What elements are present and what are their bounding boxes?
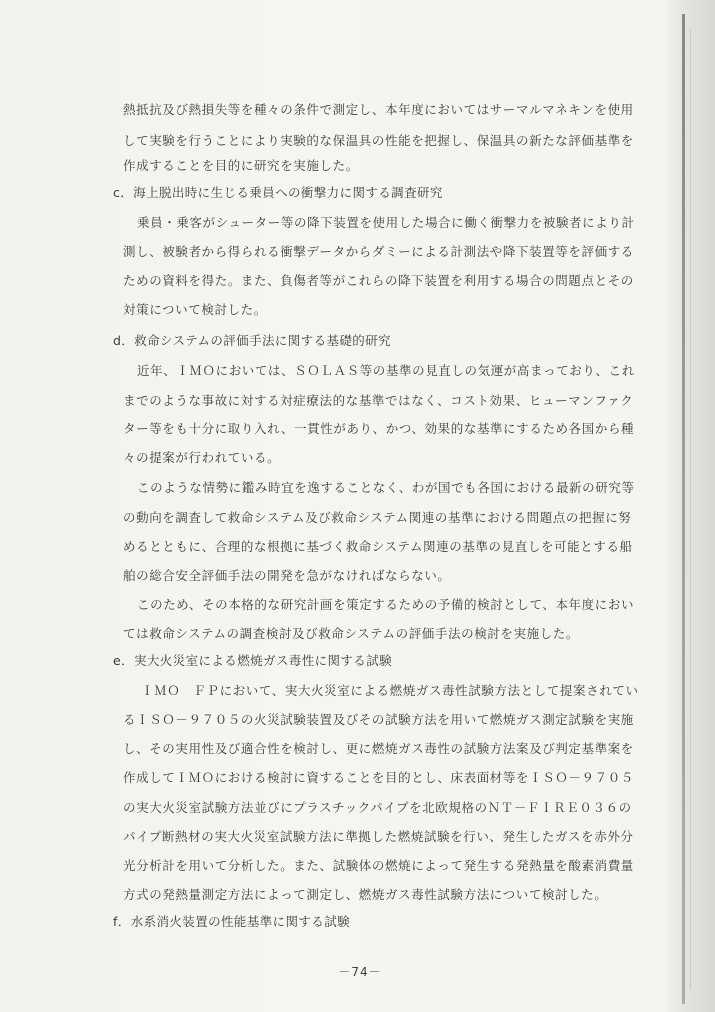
section-heading-e: e．実大火災室による燃焼ガス毒性に関する試験: [113, 653, 392, 668]
text-line: の動向を調査して救命システム及び救命システム関連の基準における問題点の把握に努: [123, 510, 632, 525]
text-line: 々の提案が行われている。: [123, 450, 281, 465]
text-line: このような情勢に鑑み時宜を逸することなく、わが国でも各国における最新の研究等: [137, 480, 635, 495]
page-edge-shadow: [668, 0, 715, 1012]
text-line: までのような事故に対する対症療法的な基準ではなく、コスト効果、ヒューマンファク: [123, 393, 634, 408]
text-line: の実大火災室試験方法並びにプラスチックパイプを北欧規格のＮＴ－ＦＩＲＥ０３６の: [123, 800, 632, 815]
page-number: －74－: [338, 965, 382, 979]
text-line: して実験を行うことにより実験的な保温具の性能を把握し、保温具の新たな評価基準を: [123, 133, 634, 148]
text-line: 舶の総合安全評価手法の開発を急がなければならない。: [123, 568, 451, 583]
text-line: ための資料を得た。また、負傷者等がこれらの降下装置を利用する場合の問題点とその: [123, 273, 634, 288]
text-line: ＩＭＯ ＦＰにおいて、実大火災室による燃焼ガス毒性試験方法として提案されてい: [141, 683, 639, 698]
text-line: ては救命システムの調査検討及び救命システムの評価手法の検討を実施した。: [123, 626, 580, 641]
text-line: 熱抵抗及び熱損失等を種々の条件で測定し、本年度においてはサーマルマネキンを使用: [123, 102, 634, 117]
text-line: 測し、被験者から得られる衝撃データからダミーによる計測法や降下装置等を評価する: [123, 244, 634, 259]
text-line: めるとともに、合理的な根拠に基づく救命システム関連の基準の見直しを可能とする船: [123, 539, 633, 554]
text-line: るＩＳＯ－９７０５の火災試験装置及びその試験方法を用いて燃焼ガス測定試験を実施: [123, 712, 634, 727]
section-heading-c: c．海上脱出時に生じる乗員への衝撃力に関する調査研究: [113, 185, 443, 200]
text-line: 近年、ＩＭＯにおいては、ＳＯＬＡＳ等の基準の見直しの気運が高まっており、これ: [137, 363, 635, 378]
text-line: ター等をも十分に取り入れ、一貫性があり、かつ、効果的な基準にするため各国から種: [123, 421, 635, 436]
text-line: 作成することを目的に研究を実施した。: [123, 158, 359, 173]
page-edge-line-inner: [690, 30, 691, 990]
text-line: し、その実用性及び適合性を検討し、更に燃焼ガス毒性の試験方法案及び判定基準案を: [123, 741, 634, 756]
text-line: 作成してＩＭＯにおける検討に資することを目的とし、床表面材等をＩＳＯ－９７０５: [123, 770, 634, 785]
text-line: パイプ断熱材の実大火災室試験方法に準拠した燃焼試験を行い、発生したガスを赤外分: [123, 829, 634, 844]
text-line: 乗員・乗客がシューター等の降下装置を使用した場合に働く衝撃力を被験者により計: [137, 215, 635, 230]
text-line: 光分析計を用いて分析した。また、試験体の燃焼によって発生する発熱量を酸素消費量: [123, 858, 634, 873]
page-edge-line: [682, 14, 685, 1004]
text-line: 方式の発熱量測定方法によって測定し、燃焼ガス毒性試験方法について検討した。: [123, 887, 608, 902]
section-heading-d: d．救命システムの評価手法に関する基礎的研究: [113, 333, 391, 348]
section-heading-f: f．水系消火装置の性能基準に関する試験: [113, 914, 351, 929]
text-line: このため、その本格的な研究計画を策定するための予備的検討として、本年度におい: [137, 597, 635, 612]
text-line: 対策について検討した。: [123, 302, 267, 317]
